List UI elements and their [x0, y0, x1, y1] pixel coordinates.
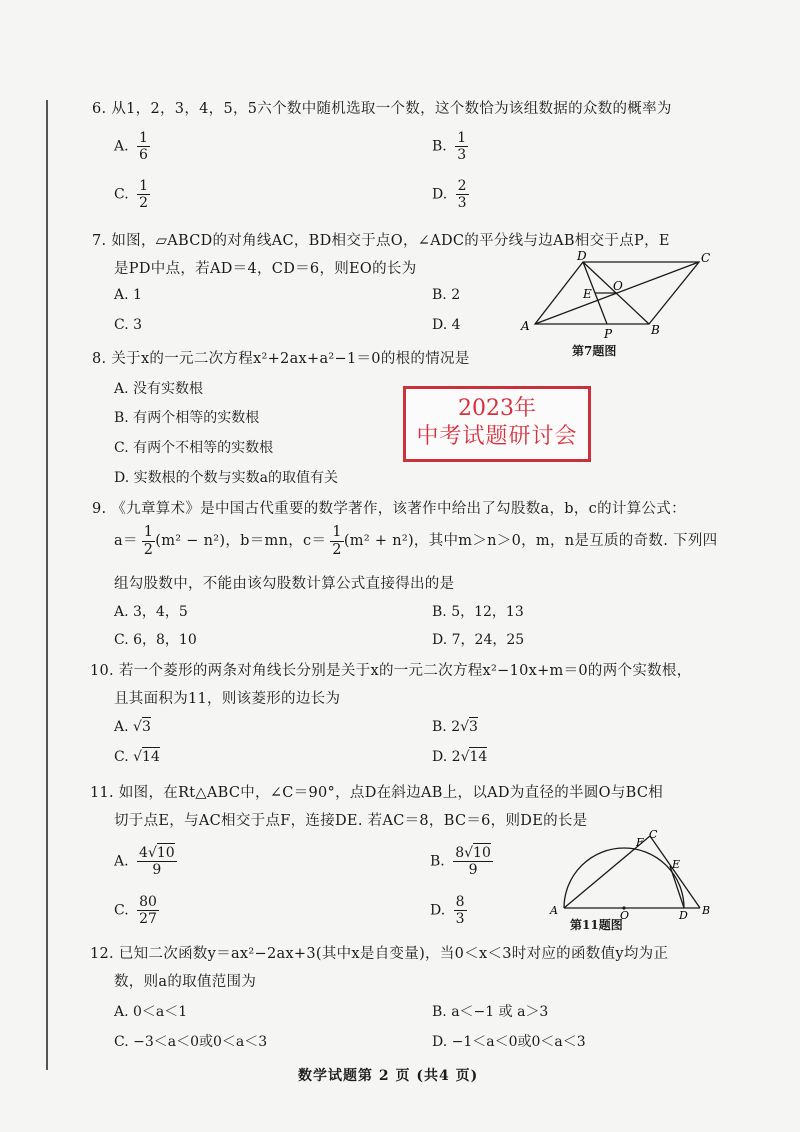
q12-option-b: B. a＜−1 或 a＞3: [432, 1004, 549, 1020]
q7-option-a: A. 1: [114, 287, 142, 303]
segment-de: [670, 866, 684, 908]
q9-stem-line3: 组勾股数中，不能由该勾股数计算公式直接得出的是: [114, 576, 455, 592]
q7-parallelogram-figure: [515, 250, 715, 340]
q6-stem: 6. 从1，2，3，4，5，5六个数中随机选取一个数，这个数恰为该组数据的众数的概率为: [92, 101, 672, 117]
q9-formula-line: [114, 524, 717, 558]
q9-option-d: D. 7，24，25: [432, 632, 525, 648]
q9-half-fraction-1: $\frac{1}{2}$: [143, 524, 154, 558]
q6-option-c-fraction: $\frac{1}{2}$: [139, 178, 149, 212]
q12-stem-line1: 12. 已知二次函数y＝ax²−2ax+3(其中x是自变量)，当0＜x＜3时对应的函数值y均为正: [90, 946, 669, 962]
conference-stamp: [403, 386, 591, 462]
label-d: D: [679, 909, 688, 920]
q8-option-b: B. 有两个相等的实数根: [114, 410, 260, 426]
q6-option-d-label: D.: [432, 186, 448, 203]
q6-option-d: [432, 178, 469, 211]
q9-half-fraction-2: $\frac{1}{2}$: [332, 524, 342, 558]
q9-formula-a-lhs: a＝: [114, 533, 138, 550]
q11-option-a: A. $\frac{4√10}{9}$: [114, 845, 175, 879]
q10-stem-line1: 10. 若一个菱形的两条对角线长分别是关于x的一元二次方程x²−10x+m＝0的两个实数根，: [90, 663, 692, 679]
label-o: O: [613, 279, 623, 293]
label-a: A: [521, 319, 530, 333]
label-f: F: [636, 836, 644, 849]
q11-option-b: B. $\frac{8√10}{9}$: [430, 845, 491, 879]
q6-option-a: [114, 130, 150, 163]
q8-option-c: C. 有两个不相等的实数根: [114, 440, 274, 456]
q11-stem-line1: 11. 如图，在Rt△ABC中，∠C＝90°，点D在斜边AB上，以AD为直径的半圆O与BC相: [90, 785, 664, 801]
q10-option-c: C. √14: [114, 749, 160, 765]
label-e: E: [583, 287, 592, 301]
q11-figure-caption: 第11题图: [570, 918, 623, 932]
label-e: E: [672, 858, 681, 871]
q6-option-d-fraction: $\frac{2}{3}$: [457, 178, 467, 212]
label-a: A: [550, 904, 558, 917]
page-footer: 数学试题第 2 页 (共4 页): [298, 1068, 479, 1084]
stamp-line2: 中考试题研讨会: [416, 424, 578, 449]
label-b: B: [651, 323, 660, 337]
q6-option-c-label: C.: [114, 186, 129, 203]
q6-option-b-label: B.: [432, 138, 447, 155]
q7-stem-line2: 是PD中点，若AD＝4，CD＝6，则EO的长为: [114, 261, 417, 277]
q11-stem-line2: 切于点E，与AC相交于点F，连接DE. 若AC＝8，BC＝6，则DE的长是: [114, 813, 588, 829]
q9-formula-a-rhs: (m² − n²)，b＝mn，c＝: [155, 533, 327, 550]
q10-stem-line2: 且其面积为11，则该菱形的边长为: [114, 691, 341, 707]
q11-option-d: D. $\frac{8}{3}$: [430, 894, 465, 928]
q11-semicircle-figure: [548, 828, 718, 920]
q7-option-b: B. 2: [432, 287, 461, 303]
q12-stem-line2: 数，则a的取值范围为: [114, 974, 257, 990]
q11-option-c: C. $\frac{80}{27}$: [114, 894, 157, 928]
q8-option-a: A. 没有实数根: [114, 381, 204, 397]
label-p: P: [604, 327, 613, 340]
q6-option-a-fraction: $\frac{1}{6}$: [139, 130, 148, 164]
q7-option-d: D. 4: [432, 317, 461, 333]
q7-option-c: C. 3: [114, 317, 143, 333]
q9-stem-line1: 9. 《九章算术》是中国古代重要的数学著作，该著作中给出了勾股数a，b，c的计算公式：: [92, 501, 686, 517]
label-o: O: [620, 909, 630, 920]
label-d: D: [577, 250, 587, 263]
binding-margin-line: [46, 100, 48, 1070]
q8-stem: 8. 关于x的一元二次方程x²+2ax+a²−1＝0的根的情况是: [92, 351, 470, 367]
q6-option-a-label: A.: [114, 138, 129, 155]
segment-cb: [650, 836, 700, 908]
q10-option-a: A. √3: [114, 719, 151, 735]
q9-option-c: C. 6，8，10: [114, 632, 197, 648]
q6-option-c: [114, 178, 150, 211]
stamp-line1: 2023年: [458, 396, 536, 421]
q10-option-b: B. 2√3: [432, 719, 478, 735]
q9-formula-c-rhs: (m² + n²)，其中m＞n＞0，m，n是互质的奇数. 下列四: [343, 533, 718, 550]
label-c: C: [701, 251, 711, 265]
q6-option-b: [432, 130, 468, 163]
q9-option-b: B. 5，12，13: [432, 604, 524, 620]
q10-option-d: D. 2√14: [432, 749, 488, 765]
q12-option-a: A. 0＜a＜1: [114, 1004, 188, 1020]
q12-option-c: C. −3＜a＜0或0＜a＜3: [114, 1034, 268, 1050]
label-b: B: [702, 904, 711, 917]
q7-stem-line1: 7. 如图，▱ABCD的对角线AC，BD相交于点O，∠ADC的平分线与边AB相交于点P，E: [92, 233, 670, 249]
label-c: C: [649, 828, 658, 841]
q6-option-b-fraction: $\frac{1}{3}$: [457, 130, 467, 164]
q9-option-a: A. 3，4，5: [114, 604, 188, 620]
q8-option-d: D. 实数根的个数与实数a的取值有关: [114, 470, 338, 486]
q7-figure-caption: 第7题图: [572, 344, 617, 358]
q12-option-d: D. −1＜a＜0或0＜a＜3: [432, 1034, 586, 1050]
